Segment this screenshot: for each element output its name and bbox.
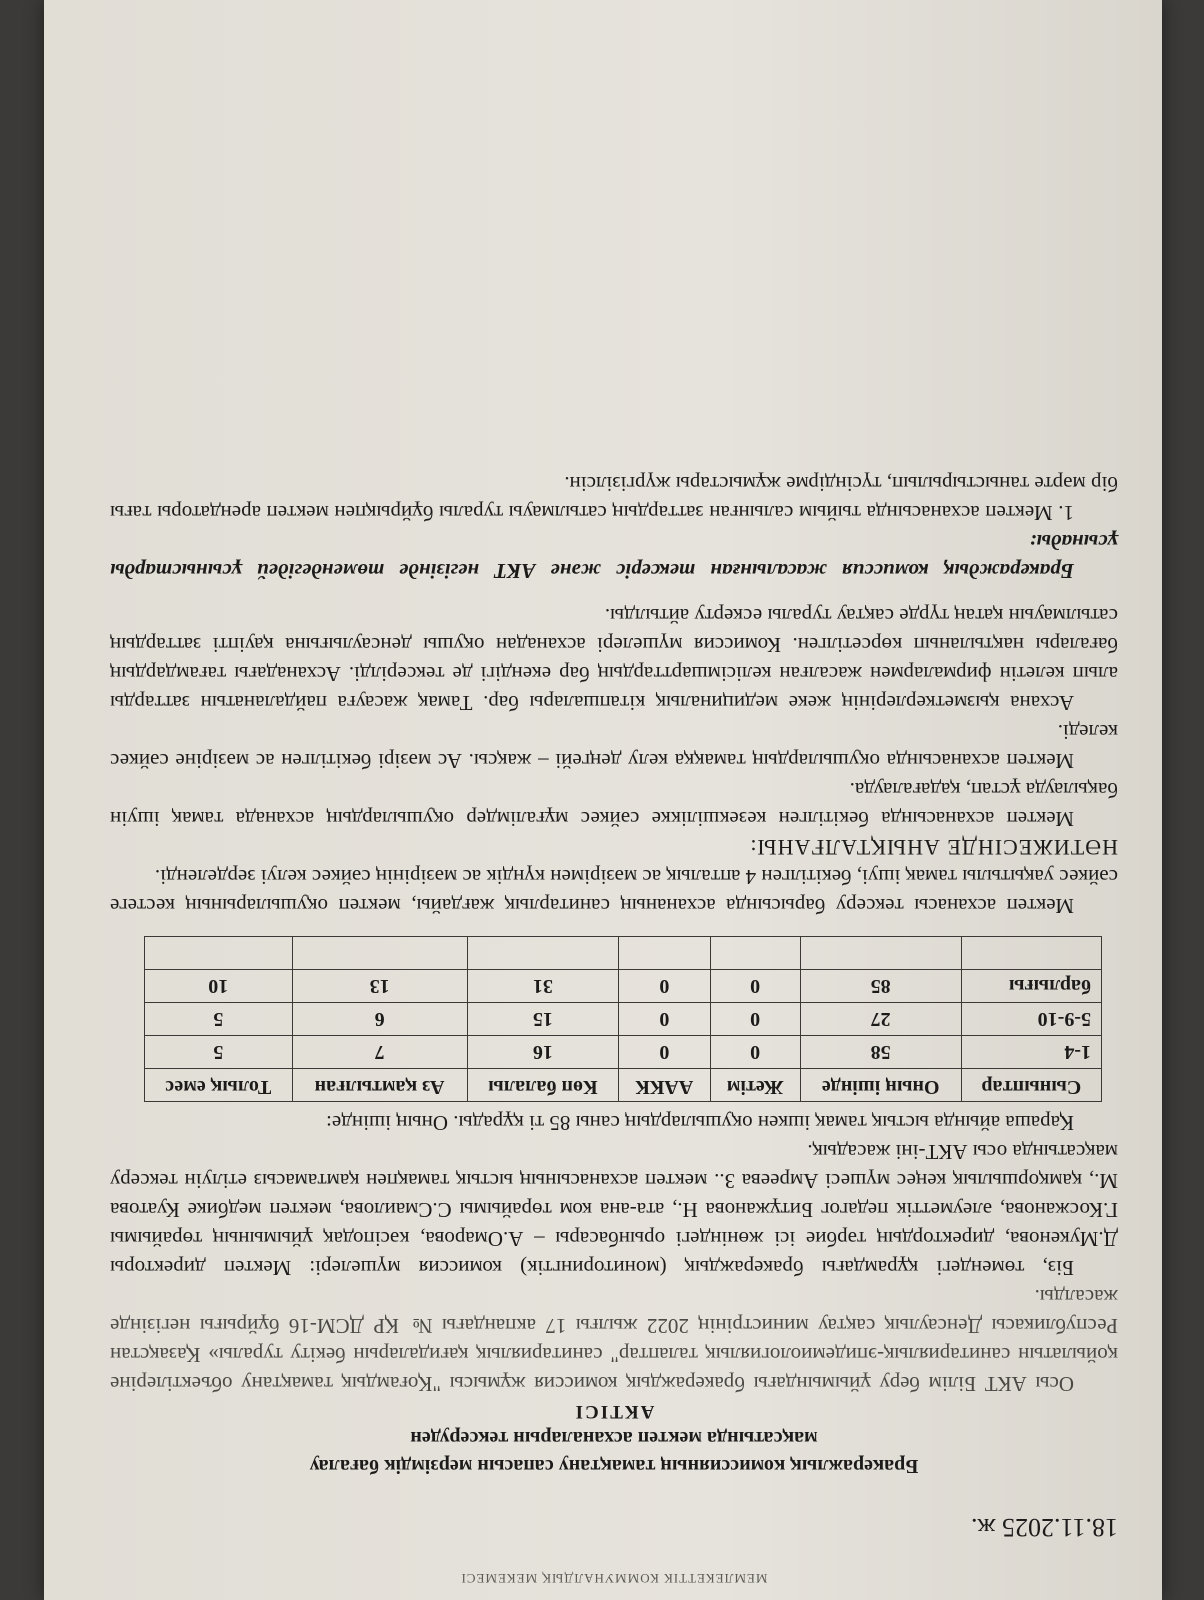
document-date: 18.11.2025 ж. (971, 1513, 1118, 1542)
table-cell (619, 937, 711, 970)
table-header-cell: ААКК (619, 1069, 711, 1102)
table-cell: 58 (800, 1036, 961, 1069)
table-cell: 1-4 (961, 1036, 1101, 1069)
result-paragraph-1: Мектеп асханасында бекітілген кезекшілікке сәйкес мұғалімдер оқушылардың асханада тамақ ішуін бақылауда ұстап, қадағалауда. (110, 778, 1118, 831)
table-cell: 0 (710, 1036, 800, 1069)
act-title: АКТІСІ (573, 1401, 655, 1422)
table-row-empty (145, 937, 1102, 970)
table-header-cell: Аз қамтылған (292, 1069, 467, 1102)
document-title-line-1: Бракеражлық комиссияның тамақтану сапасын мерзімдік бағалау (309, 1455, 919, 1477)
intro-paragraph: Осы АКТ Білім беру ұйымындағы бракераждық комиссия жұмысы "Қоғамдық тамақтану объектілеріне қойылатын санитариялық-эпидемиологиялық талаптар" санитариялық қағидаларын бекіту туралы» Қазақстан Республикасы Денсаулық сақтау министрінің 2022 жылғы 17 акпандағы № ҚР ДСМ-16 бұйрығы негізінде жасалды. (110, 1285, 1118, 1396)
table-cell: 27 (800, 1003, 961, 1036)
table-cell: 6 (292, 1003, 467, 1036)
document-sheet (44, 0, 1162, 1600)
document-content (110, 469, 1118, 1586)
table-cell (710, 937, 800, 970)
result-paragraph-3: Асхана қызметкерлерінің жеке медициналық кітапшалары бар. Тамақ жасауға пайдаланатын заттарды алып келетін фирмалармен жасалған келісімшарттардың бар екендігі де тексерілді. Асханадағы тағамдардың бағалары нақтыланып көрсетілген. Комиссия мүшелері асханадан оқушы денсаулығына қауіпті заттардың сатылмауын қатаң түрде сақтау туралы ескерту айтылды. (110, 604, 1118, 715)
table-cell: 16 (467, 1036, 618, 1069)
table-row (145, 970, 1102, 1003)
table-cell (292, 937, 467, 970)
check-paragraph: Мектеп асханасы тексеру барысында асхананың санитарлық жағдайы, мектеп оқушыларының кестеге сәйкес уақытылы тамақ ішуі, бекітілген 4 апталық ас мәзірімен күндік ас мәзірінің сәйкес келуі зерделенді. (110, 865, 1118, 918)
table-row (145, 1036, 1102, 1069)
table-cell: 15 (467, 1003, 618, 1036)
table-cell: 5 (145, 1003, 293, 1036)
table-cell: 0 (619, 970, 711, 1003)
table-header-cell: Көп балалы (467, 1069, 618, 1102)
table-header-cell: Оның ішінде (800, 1069, 961, 1102)
table-cell: 0 (619, 1036, 711, 1069)
count-paragraph: Қараша айында ыстық тамақ ішкен оқушылардың саны 85 ті құрады. Оның ішінде: (326, 1111, 1074, 1135)
table-cell: 10 (145, 970, 293, 1003)
document-title-line-2: мақсатында мектеп асханаларын тексеруден (410, 1427, 818, 1449)
table-header-cell: Сыныптар (961, 1069, 1101, 1102)
table-cell (467, 937, 618, 970)
table-header-cell: Толық емес (145, 1069, 293, 1102)
table-cell (961, 937, 1101, 970)
recommendation-1: 1. Мектеп асханасында тыйым салынған заттардың сатылмауы туралы бұйрықпен мектеп арендаторы тағы бір мәрте таныстырылып, түсіндірме жұмыстары жүргізілсін. (110, 472, 1118, 525)
members-paragraph: Біз, төмендегі құрамдағы бракераждық (мониторингтік) комиссия мүшелері: Мектеп директоры Д.Мукенова, директордың тәрбие ісі жөніндегі орынбасары – А.Омарова, кәсіподақ ұйымының төрайымы Г.Косжанова, әлеуметтік педагог Битұжанова Н., ата-ана ком төрайымы С.Смаилова, мектеп медбике Куатова М., қамқоршылық кеңес мүшесі Амреева З.. мектеп асханасының ыстық тамақпен қамтамасыз етілуін тексеру мақсатында осы АКТ-іні жасадық. (110, 1140, 1118, 1280)
table-header-row (145, 1069, 1102, 1102)
table-cell: 5 (145, 1036, 293, 1069)
table-cell: 0 (710, 970, 800, 1003)
recommendations-heading: Бракераждық комиссия жасалынған тексеріс және АКТ негізінде төмендегідей ұсыныстарды ұсынады: (110, 530, 1118, 583)
organization-header: МЕМЛЕКЕТТІК КОММУНАЛДЫҚ МЕКЕМЕСІ (460, 1571, 768, 1586)
table-cell: барлығы (961, 970, 1101, 1003)
table-header-cell: Жетім (710, 1069, 800, 1102)
table-cell (145, 937, 293, 970)
table-cell: 85 (800, 970, 961, 1003)
table-cell (800, 937, 961, 970)
table-cell: 7 (292, 1036, 467, 1069)
table-row (145, 1003, 1102, 1036)
table-cell: 5-9-10 (961, 1003, 1101, 1036)
table-cell: 31 (467, 970, 618, 1003)
table-cell: 13 (292, 970, 467, 1003)
students-table (144, 936, 1102, 1102)
result-paragraph-2: Мектеп асханасында оқушылардың тамаққа келу деңгейі – жақсы. Ас мәзірі бекітілген ас мәзіріне сәйкес келеді. (110, 720, 1118, 773)
table-cell: 0 (619, 1003, 711, 1036)
table-cell: 0 (710, 1003, 800, 1036)
results-heading: НӘТИЖЕСІНДЕ АНЫҚТАЛҒАНЫ: (749, 835, 1118, 860)
